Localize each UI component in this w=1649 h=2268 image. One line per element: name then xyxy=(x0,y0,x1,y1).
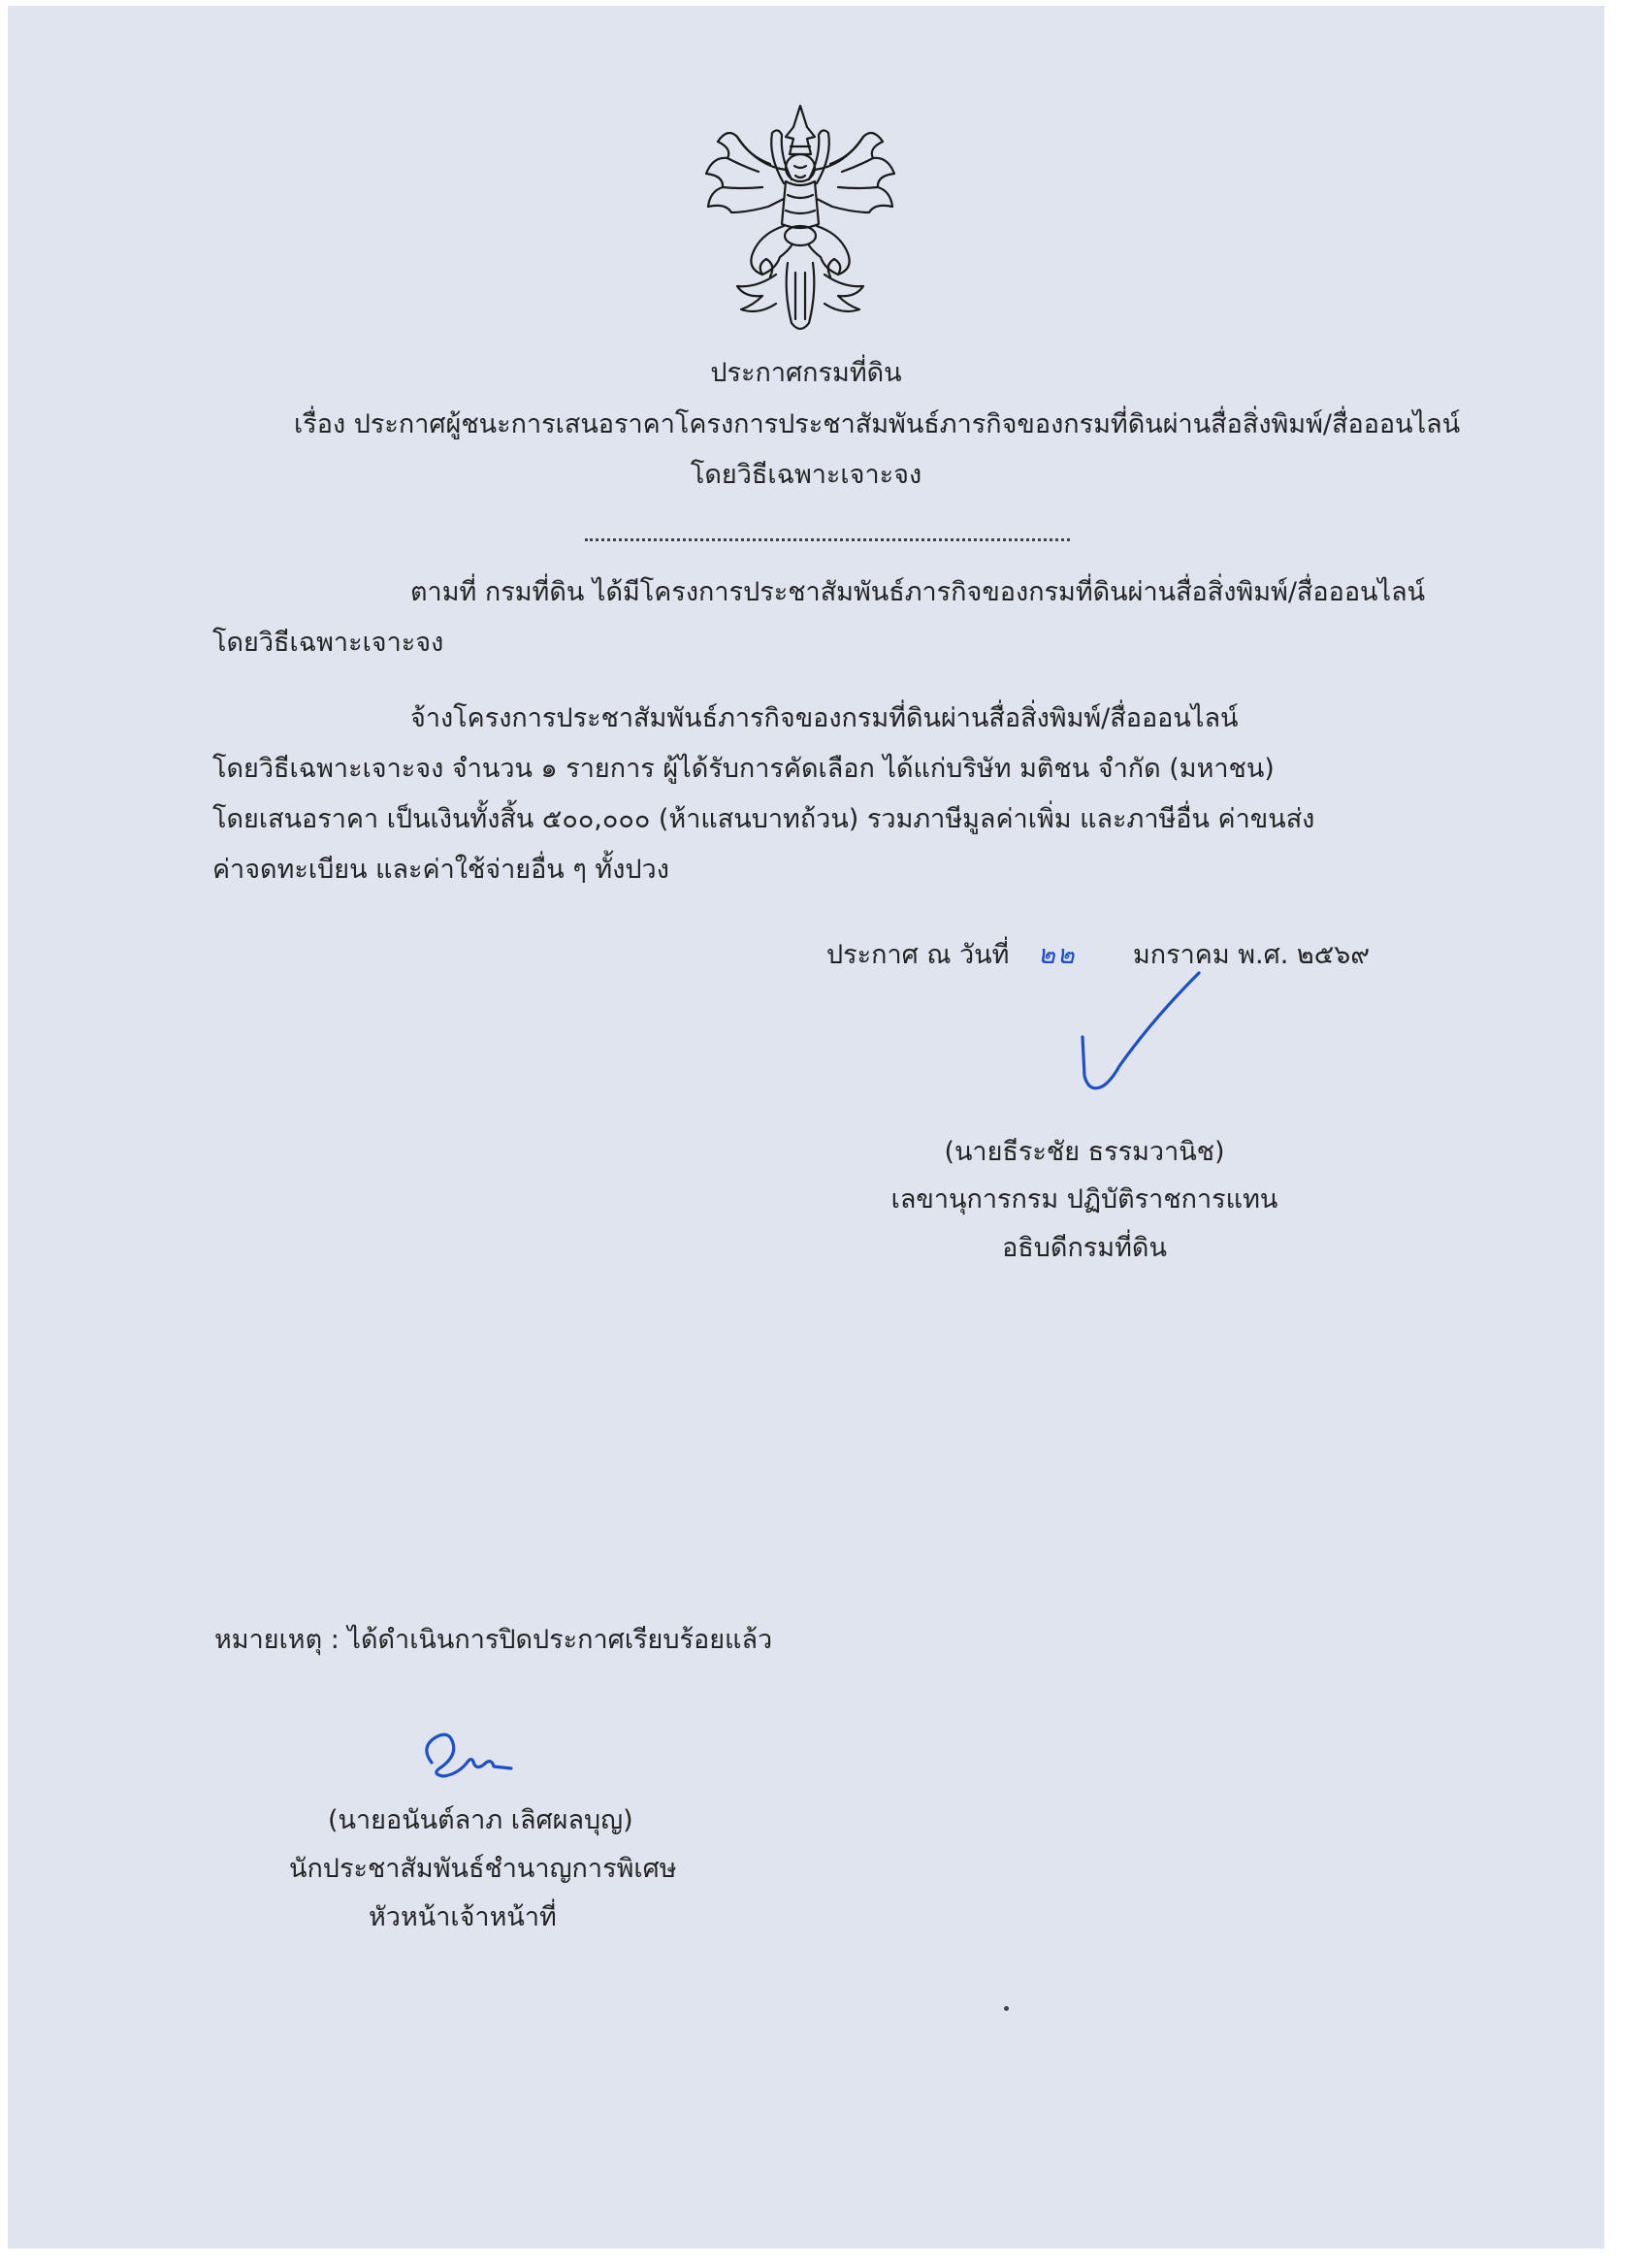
signatory-name: (นายธีระชัย ธรรมวานิช) xyxy=(944,1137,1225,1167)
director-signature xyxy=(1026,961,1249,1107)
officer-role: หัวหน้าเจ้าหน้าที่ xyxy=(369,1902,557,1932)
signatory-position: เลขานุการกรม ปฏิบัติราชการแทน xyxy=(890,1184,1278,1215)
paragraph-2-line-1: จ้างโครงการประชาสัมพันธ์ภารกิจของกรมที่ดินผ่านสื่อสิ่งพิมพ์/สื่อออนไลน์ xyxy=(410,703,1239,733)
signatory-organization: อธิบดีกรมที่ดิน xyxy=(1002,1233,1167,1263)
dotted-separator xyxy=(585,538,1070,541)
garuda-emblem xyxy=(698,98,902,340)
announcement-title: ประกาศกรมที่ดิน xyxy=(710,358,902,388)
announcement-month-year: มกราคม พ.ศ. ๒๕๖๙ xyxy=(1133,940,1371,970)
officer-signature xyxy=(410,1718,566,1796)
announcement-date-prefix: ประกาศ ณ วันที่ xyxy=(826,940,1010,970)
paragraph-1 xyxy=(212,567,1442,668)
subject-line: เรื่อง ประกาศผู้ชนะการเสนอราคาโครงการประชาสัมพันธ์ภารกิจของกรมที่ดินผ่านสื่อสิ่งพิมพ์/สื่อออนไลน์ xyxy=(294,409,1461,439)
paragraph-1-line-2: โดยวิธีเฉพาะเจาะจง xyxy=(212,628,444,658)
paragraph-2-line-3: โดยเสนอราคา เป็นเงินทั้งสิ้น ๕๐๐,๐๐๐ (ห้าแสนบาทถ้วน) รวมภาษีมูลค่าเพิ่ม และภาษีอื่น ค่าขนส่ง xyxy=(212,804,1315,834)
officer-name: (นายอนันต์ลาภ เลิศผลบุญ) xyxy=(328,1805,633,1835)
subject-method: โดยวิธีเฉพาะเจาะจง xyxy=(690,460,922,490)
document-page xyxy=(8,6,1604,2249)
paper-speck xyxy=(1004,2006,1009,2011)
officer-position: นักประชาสัมพันธ์ชำนาญการพิเศษ xyxy=(289,1854,677,1884)
paragraph-1-line-1: ตามที่ กรมที่ดิน ได้มีโครงการประชาสัมพันธ์ภารกิจของกรมที่ดินผ่านสื่อสิ่งพิมพ์/สื่อออนไลน์ xyxy=(410,577,1426,607)
paragraph-2-line-2: โดยวิธีเฉพาะเจาะจง จำนวน ๑ รายการ ผู้ได้รับการคัดเลือก ได้แก่บริษัท มติชน จำกัด (มหาชน) xyxy=(212,754,1275,784)
announcement-day: ๒๒ xyxy=(1038,940,1077,970)
paragraph-2-line-4: ค่าจดทะเบียน และค่าใช้จ่ายอื่น ๆ ทั้งปวง xyxy=(212,855,669,885)
paragraph-2 xyxy=(212,694,1442,895)
note-text: หมายเหตุ : ได้ดำเนินการปิดประกาศเรียบร้อยแล้ว xyxy=(214,1625,773,1655)
